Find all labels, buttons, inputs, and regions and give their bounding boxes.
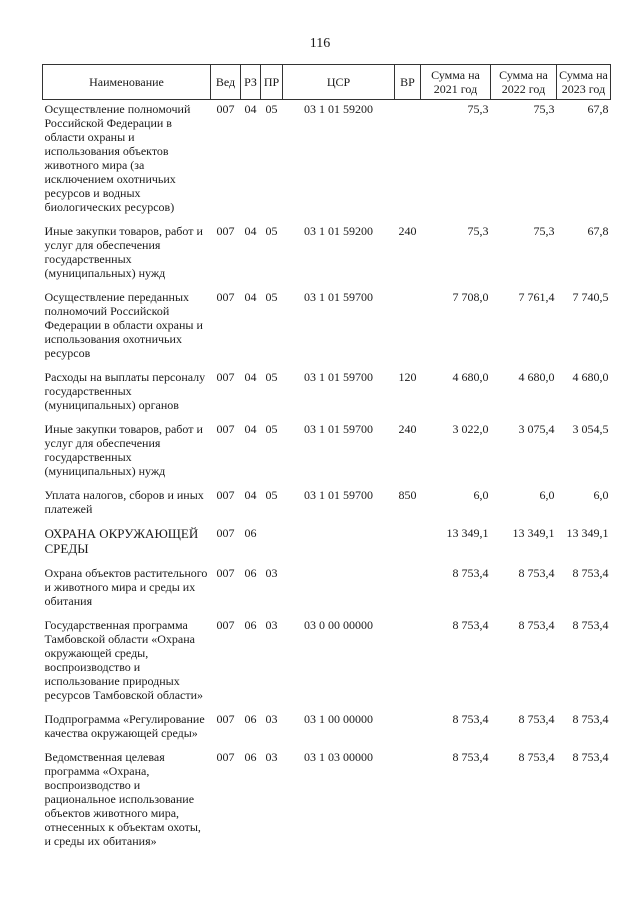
cell-sum-2022: 8 753,4 [518,566,555,580]
cell-name: Расходы на выплаты персоналу государственных (муниципальных) органов [44,370,206,412]
table-header-row [43,65,611,100]
cell-sum-2022: 3 075,4 [518,422,555,436]
table-row [43,100,611,223]
cell-sum-2022: 8 753,4 [518,750,555,764]
cell-name: Уплата налогов, сборов и иных платежей [44,488,204,516]
cell-pr: 05 [265,488,278,502]
page-number: 116 [309,36,331,51]
cell-sum-2022: 6,0 [539,488,555,502]
header-sum-2023: Сумма на 2023 год [557,65,611,100]
cell-ved: 007 [216,618,235,632]
header-name: Наименование [43,65,211,100]
cell-name: Подпрограмма «Регулирование качества окружающей среды» [44,712,205,740]
cell-sum-2021: 6,0 [473,488,489,502]
cell-ved: 007 [216,290,235,304]
cell-vr: 240 [398,422,417,436]
cell-ved: 007 [216,566,235,580]
cell-name: ОХРАНА ОКРУЖАЮЩЕЙ СРЕДЫ [44,526,199,556]
cell-rz: 04 [244,102,257,116]
header-csr: ЦСР [283,65,395,100]
header-pr: ПР [261,65,283,100]
table-row [43,710,611,748]
cell-name: Ведомственная целевая программа «Охрана, воспроизводство и рациональное использование объектов животного мира, отнесенных к объектам охоты, и среды их обитания» [44,750,201,848]
table-row [43,288,611,368]
cell-csr: 03 1 01 59200 [304,224,373,238]
cell-sum-2021: 4 680,0 [452,370,489,384]
cell-csr [283,524,395,564]
cell-sum-2022: 13 349,1 [512,526,555,540]
cell-name: Иные закупки товаров, работ и услуг для обеспечения государственных (муниципальных) нужд [44,224,203,280]
cell-ved: 007 [216,526,235,540]
cell-sum-2023: 7 740,5 [572,290,609,304]
table-row [43,524,611,564]
cell-rz: 06 [244,750,257,764]
cell-rz: 04 [244,370,257,384]
cell-pr: 03 [265,712,278,726]
cell-sum-2021: 3 022,0 [452,422,489,436]
cell-rz: 04 [244,422,257,436]
cell-sum-2022: 8 753,4 [518,712,555,726]
cell-sum-2021: 8 753,4 [452,618,489,632]
table-row [43,420,611,486]
cell-vr [395,100,421,223]
header-vr: ВР [395,65,421,100]
cell-sum-2021: 8 753,4 [452,566,489,580]
cell-sum-2021: 75,3 [467,102,489,116]
cell-sum-2022: 8 753,4 [518,618,555,632]
cell-name: Иные закупки товаров, работ и услуг для обеспечения государственных (муниципальных) нужд [44,422,203,478]
cell-pr: 03 [265,566,278,580]
cell-csr: 03 1 01 59700 [304,290,373,304]
cell-vr: 120 [398,370,417,384]
cell-rz: 04 [244,224,257,238]
cell-vr [395,288,421,368]
header-rz: РЗ [241,65,261,100]
cell-csr: 03 1 01 59700 [304,488,373,502]
cell-pr: 05 [265,224,278,238]
cell-pr: 05 [265,290,278,304]
cell-sum-2023: 3 054,5 [572,422,609,436]
table-row [43,368,611,420]
cell-sum-2022: 4 680,0 [518,370,555,384]
table-body [43,100,611,857]
budget-table [42,64,611,856]
header-ved: Вед [211,65,241,100]
cell-vr [395,564,421,616]
cell-sum-2023: 67,8 [587,102,609,116]
cell-csr: 03 1 03 00000 [304,750,373,764]
header-sum-2021: Сумма на 2021 год [421,65,491,100]
cell-ved: 007 [216,712,235,726]
cell-rz: 04 [244,290,257,304]
cell-ved: 007 [216,422,235,436]
cell-vr: 850 [398,488,417,502]
cell-sum-2022: 75,3 [533,224,555,238]
table-row [43,564,611,616]
cell-pr: 03 [265,750,278,764]
cell-rz: 06 [244,712,257,726]
cell-csr: 03 1 01 59200 [304,102,373,116]
cell-csr: 03 1 00 00000 [304,712,373,726]
cell-sum-2023: 8 753,4 [572,618,609,632]
cell-sum-2022: 7 761,4 [518,290,555,304]
cell-vr: 240 [398,224,417,238]
cell-pr: 05 [265,102,278,116]
table-row [43,748,611,856]
header-sum-2022: Сумма на 2022 год [491,65,557,100]
cell-pr [261,524,283,564]
cell-pr: 03 [265,618,278,632]
cell-rz: 06 [244,618,257,632]
cell-vr [395,710,421,748]
cell-sum-2022: 75,3 [533,102,555,116]
cell-pr: 05 [265,422,278,436]
cell-csr: 03 1 01 59700 [304,370,373,384]
cell-ved: 007 [216,370,235,384]
cell-csr: 03 1 01 59700 [304,422,373,436]
cell-ved: 007 [216,102,235,116]
cell-sum-2023: 67,8 [587,224,609,238]
cell-sum-2023: 8 753,4 [572,750,609,764]
cell-vr [395,748,421,856]
cell-vr [395,524,421,564]
cell-ved: 007 [216,750,235,764]
cell-sum-2023: 13 349,1 [566,526,609,540]
cell-name: Государственная программа Тамбовской области «Охрана окружающей среды, воспроизводство и использование природных ресурсов Тамбовской области» [44,618,204,702]
table-row [43,486,611,524]
cell-sum-2023: 6,0 [593,488,609,502]
cell-sum-2021: 8 753,4 [452,750,489,764]
cell-pr: 05 [265,370,278,384]
cell-rz: 06 [244,526,257,540]
cell-name: Охрана объектов растительного и животного мира и среды их обитания [44,566,208,608]
cell-ved: 007 [216,224,235,238]
cell-sum-2021: 13 349,1 [446,526,489,540]
cell-rz: 06 [244,566,257,580]
cell-rz: 04 [244,488,257,502]
cell-ved: 007 [216,488,235,502]
cell-name: Осуществление переданных полномочий Российской Федерации в области охраны и использования охотничьих ресурсов [44,290,203,360]
cell-csr [283,564,395,616]
cell-sum-2023: 4 680,0 [572,370,609,384]
table-row [43,222,611,288]
cell-name: Осуществление полномочий Российской Федерации в области охраны и использования объектов животного мира (за исключением охотничьих ресурсов и водных биологических ресурсов) [44,102,191,214]
cell-sum-2021: 8 753,4 [452,712,489,726]
cell-sum-2023: 8 753,4 [572,712,609,726]
cell-sum-2021: 7 708,0 [452,290,489,304]
cell-vr [395,616,421,710]
cell-sum-2023: 8 753,4 [572,566,609,580]
cell-csr: 03 0 00 00000 [304,618,373,632]
cell-sum-2021: 75,3 [467,224,489,238]
table-row [43,616,611,710]
